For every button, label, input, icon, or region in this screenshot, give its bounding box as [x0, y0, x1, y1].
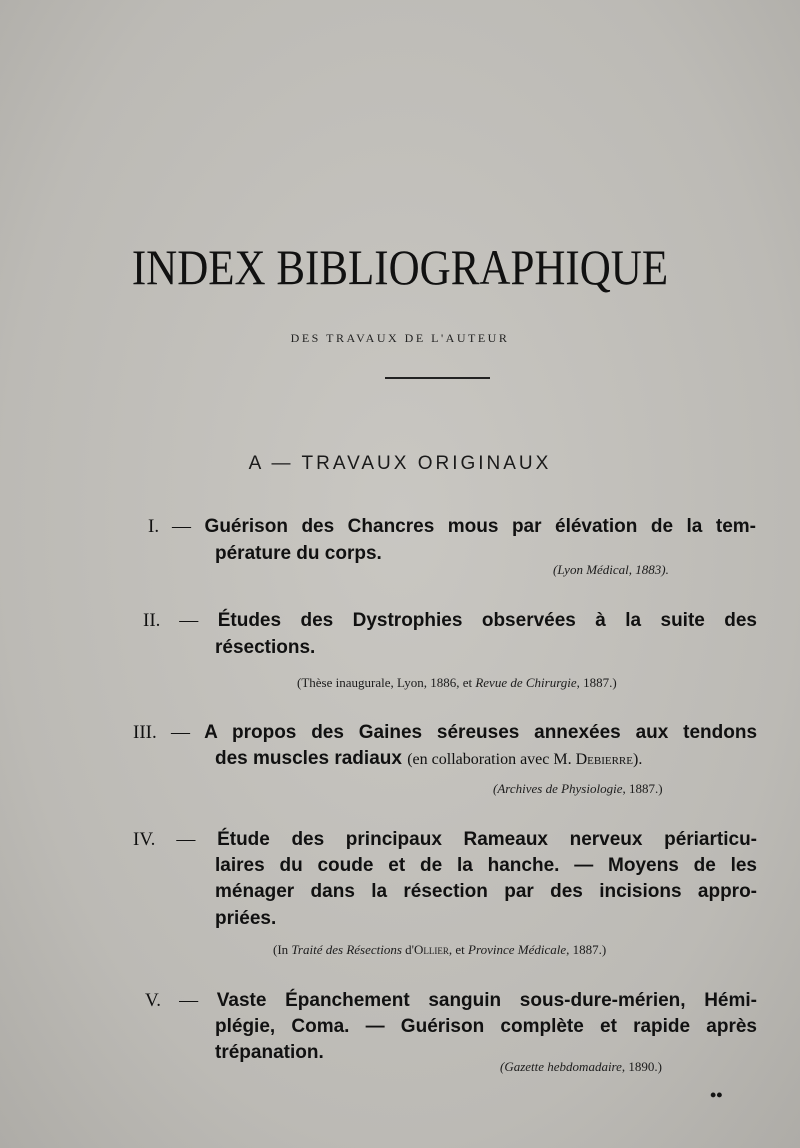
entry-2-citation-prefix: (Thèse inaugurale, Lyon, 1886, et — [297, 675, 476, 690]
entry-3-number: III. — — [133, 722, 191, 743]
entry-5-citation-suffix: , 1890.) — [621, 1059, 663, 1074]
entry-3-collab-prefix: (en collaboration avec M. — [407, 751, 576, 768]
entry-4-line-4: priées. — [215, 908, 277, 929]
entry-2-line-2: résections. — [215, 637, 316, 658]
entry-4-citation-author: Ollier — [414, 942, 449, 957]
entry-3-citation-journal: (Archives de Physiologie — [493, 781, 623, 796]
entry-1-line-2: pérature du corps. — [215, 543, 382, 564]
entry-1-citation: (Lyon Médical, 1883). — [553, 562, 669, 577]
entry-4-citation-mid: d' — [401, 942, 415, 957]
entry-5-citation — [500, 1059, 662, 1075]
entry-5-citation-journal: (Gazette hebdomadaire — [500, 1059, 622, 1074]
entry-1-number: I. — — [148, 516, 192, 537]
entry-2-line-1 — [143, 610, 757, 632]
entry-3-collab-name: Debierre — [575, 751, 633, 768]
entry-3-citation-suffix: , 1887.) — [622, 781, 663, 796]
entry-3-line-2 — [215, 748, 642, 770]
entry-4-line-2: laires du coude et de la hanche. — Moyens de les — [215, 855, 757, 876]
footer-mark: •• — [710, 1085, 723, 1105]
entry-5-line-3: trépanation. — [215, 1042, 324, 1063]
page-title: INDEX BIBLIOGRAPHIQUE — [131, 239, 669, 295]
entry-4-number: IV. — — [133, 829, 196, 850]
entry-4-citation — [273, 942, 606, 958]
entry-4-line-3: ménager dans la résection par des incisions appro- — [215, 881, 757, 902]
entry-2-citation-suffix: , 1887.) — [576, 675, 617, 690]
entry-4-line-1 — [133, 829, 757, 851]
entry-2-title-line-1: Études des Dystrophies observées à la suite des — [217, 610, 758, 631]
entry-3-citation — [493, 781, 663, 797]
entry-1-line-1 — [148, 516, 756, 538]
entry-3-title-line-2: des muscles radiaux — [215, 748, 402, 769]
entry-3-line-1 — [133, 722, 757, 744]
entry-2-citation-journal: Revue de Chirurgie — [475, 675, 577, 690]
entry-3-collab-suffix: ). — [632, 751, 643, 768]
entry-3-collaboration — [407, 751, 642, 768]
entry-1-title-line-1: Guérison des Chancres mous par élévation de la tem- — [204, 516, 756, 537]
entry-4-citation-suffix: , 1887.) — [566, 942, 607, 957]
entry-5-line-1 — [145, 990, 757, 1012]
entry-5-line-2: plégie, Coma. — Guérison complète et rapide après — [215, 1016, 757, 1037]
entry-4-citation-work: Traité des Résections — [291, 942, 402, 957]
entry-3-title-line-1: A propos des Gaines séreuses annexées aux tendons — [204, 722, 758, 743]
entry-4-title-line-1: Étude des principaux Rameaux nerveux périarticu- — [217, 829, 758, 850]
entry-4-citation-prefix: (In — [273, 942, 292, 957]
entry-4-citation-mid2: , et — [448, 942, 469, 957]
entry-5-number: V. — — [145, 990, 199, 1011]
page-subtitle: DES TRAVAUX DE L'AUTEUR — [290, 331, 510, 345]
entry-2-number: II. — — [143, 610, 199, 631]
divider-rule — [385, 377, 490, 379]
entry-4-citation-journal: Province Médicale — [468, 942, 567, 957]
section-heading: A — TRAVAUX ORIGINAUX — [248, 453, 552, 474]
entry-2-citation — [297, 675, 617, 691]
entry-5-title-line-1: Vaste Épanchement sanguin sous-dure-mérien, Hémi- — [216, 990, 757, 1011]
